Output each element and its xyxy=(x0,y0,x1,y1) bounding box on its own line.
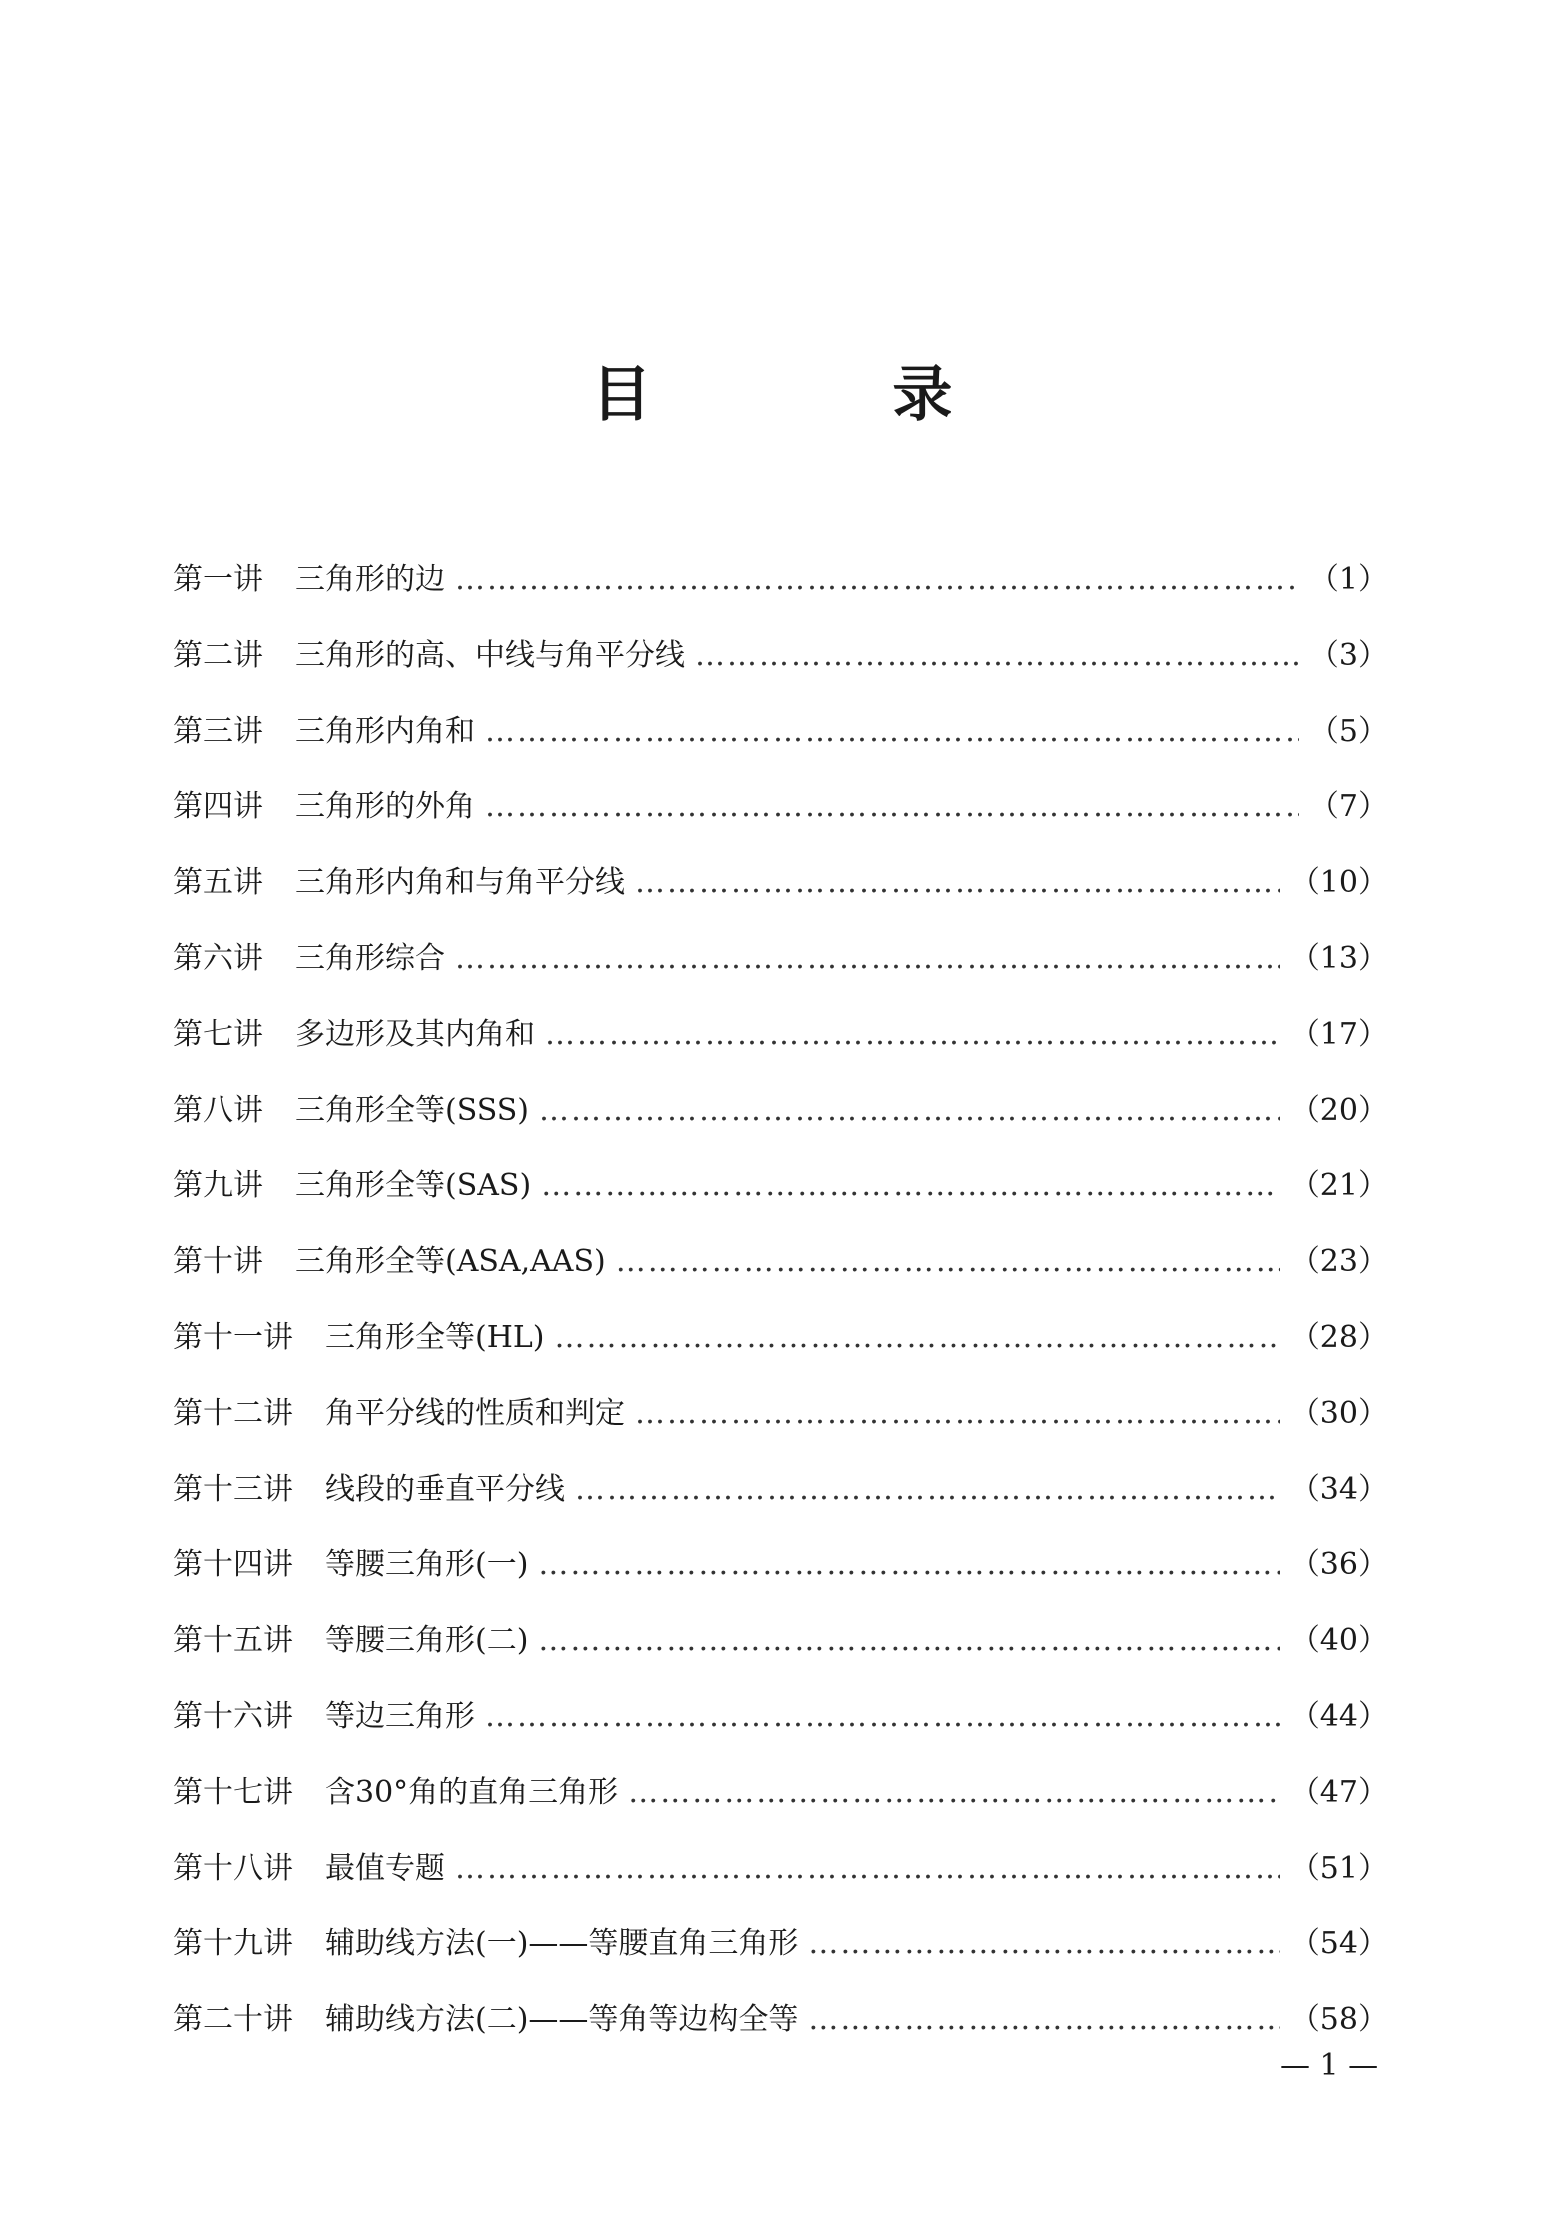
lecture-number: 第五讲 xyxy=(173,865,263,901)
lecture-number: 第十三讲 xyxy=(173,1471,293,1507)
toc-entry[interactable] xyxy=(173,1389,1388,1465)
toc-entry[interactable] xyxy=(173,1540,1388,1616)
lecture-title: 三角形的边 xyxy=(295,562,445,597)
lecture-number: 第九讲 xyxy=(173,1168,263,1204)
page-number: （36） xyxy=(1289,1547,1388,1583)
lecture-title: 含30°角的直角三角形 xyxy=(325,1774,619,1810)
lecture-title: 角平分线的性质和判定 xyxy=(325,1395,625,1431)
dot-leader xyxy=(485,1692,1280,1742)
toc-entry[interactable] xyxy=(173,707,1388,783)
toc-entry[interactable] xyxy=(173,1844,1388,1920)
lecture-title: 最值专题 xyxy=(325,1850,445,1886)
dot-leader xyxy=(485,782,1299,832)
toc-entry[interactable] xyxy=(173,1086,1388,1162)
dot-leader xyxy=(455,1844,1280,1894)
dot-leader xyxy=(485,707,1299,757)
page-number: （28） xyxy=(1289,1319,1388,1355)
toc-entry[interactable] xyxy=(173,1313,1388,1389)
lecture-title: 等边三角形 xyxy=(325,1698,475,1734)
toc-entry[interactable] xyxy=(173,1010,1388,1086)
lecture-title: 辅助线方法(二)——等角等边构全等 xyxy=(325,2002,799,2038)
toc-entry[interactable] xyxy=(173,1768,1388,1844)
dot-leader xyxy=(555,1313,1280,1363)
dot-leader xyxy=(616,1237,1280,1287)
page-number: （7） xyxy=(1308,789,1388,825)
lecture-number: 第一讲 xyxy=(173,562,263,597)
lecture-number: 第十七讲 xyxy=(173,1774,293,1810)
page-number: （47） xyxy=(1289,1774,1388,1810)
dot-leader xyxy=(635,1389,1280,1439)
lecture-title: 三角形的外角 xyxy=(295,789,475,825)
dot-leader xyxy=(539,1086,1280,1136)
toc-entry[interactable] xyxy=(173,858,1388,934)
toc-entry[interactable] xyxy=(173,555,1388,631)
page-number: （23） xyxy=(1289,1244,1388,1280)
lecture-title: 等腰三角形(一) xyxy=(325,1547,529,1583)
lecture-number: 第七讲 xyxy=(173,1016,263,1052)
toc-entry[interactable] xyxy=(173,1692,1388,1768)
lecture-number: 第十九讲 xyxy=(173,1926,293,1962)
dot-leader xyxy=(545,1010,1280,1060)
lecture-title: 三角形的高、中线与角平分线 xyxy=(295,637,685,673)
toc-entry[interactable] xyxy=(173,1465,1388,1541)
page-number: （3） xyxy=(1308,637,1388,673)
lecture-number: 第十一讲 xyxy=(173,1319,293,1355)
lecture-number: 第十二讲 xyxy=(173,1395,293,1431)
lecture-title: 三角形综合 xyxy=(295,940,445,976)
page-number: （58） xyxy=(1289,2002,1388,2038)
dot-leader xyxy=(695,631,1299,681)
lecture-title: 线段的垂直平分线 xyxy=(325,1471,565,1507)
lecture-number: 第十四讲 xyxy=(173,1547,293,1583)
toc-entry[interactable] xyxy=(173,1161,1388,1237)
lecture-number: 第六讲 xyxy=(173,940,263,976)
page-number: （1） xyxy=(1308,562,1388,597)
page-title: 目 录 xyxy=(591,360,1063,430)
dot-leader xyxy=(808,1919,1279,1969)
page-number: （34） xyxy=(1289,1471,1388,1507)
page-number: （20） xyxy=(1289,1092,1388,1128)
lecture-number: 第八讲 xyxy=(173,1092,263,1128)
lecture-title: 等腰三角形(二) xyxy=(325,1623,529,1659)
lecture-title: 三角形全等(SSS) xyxy=(295,1092,530,1128)
dot-leader xyxy=(455,934,1280,984)
lecture-number: 第三讲 xyxy=(173,713,263,749)
dot-leader xyxy=(628,1768,1280,1818)
lecture-number: 第四讲 xyxy=(173,789,263,825)
toc-entry[interactable] xyxy=(173,1919,1388,1995)
lecture-title: 三角形内角和 xyxy=(295,713,475,749)
lecture-number: 第十六讲 xyxy=(173,1698,293,1734)
lecture-number: 第十八讲 xyxy=(173,1850,293,1886)
lecture-title: 三角形内角和与角平分线 xyxy=(295,865,625,901)
dot-leader xyxy=(455,555,1299,605)
page-number: （30） xyxy=(1289,1395,1388,1431)
toc-entry[interactable] xyxy=(173,1237,1388,1313)
dot-leader xyxy=(575,1465,1280,1515)
page-number: （21） xyxy=(1289,1168,1388,1204)
page-number: （10） xyxy=(1289,865,1388,901)
page-number: （40） xyxy=(1289,1623,1388,1659)
lecture-number: 第十五讲 xyxy=(173,1623,293,1659)
toc-entry[interactable] xyxy=(173,1616,1388,1692)
toc-entry[interactable] xyxy=(173,934,1388,1010)
dot-leader xyxy=(541,1161,1280,1211)
dot-leader xyxy=(538,1616,1279,1666)
lecture-number: 第二讲 xyxy=(173,637,263,673)
lecture-number: 第十讲 xyxy=(173,1244,263,1280)
page-number: （44） xyxy=(1289,1698,1388,1734)
toc-entry[interactable] xyxy=(173,631,1388,707)
toc-entry[interactable] xyxy=(173,782,1388,858)
lecture-number: 第二十讲 xyxy=(173,2002,293,2038)
page-number: （13） xyxy=(1289,940,1388,976)
page-number: （5） xyxy=(1308,713,1388,749)
lecture-title: 三角形全等(HL) xyxy=(325,1319,545,1355)
lecture-title: 三角形全等(ASA,AAS) xyxy=(295,1244,606,1280)
dot-leader xyxy=(635,858,1280,908)
lecture-title: 多边形及其内角和 xyxy=(295,1016,535,1052)
dot-leader xyxy=(808,1995,1279,2045)
page-number: （51） xyxy=(1289,1850,1388,1886)
lecture-title: 辅助线方法(一)——等腰直角三角形 xyxy=(325,1926,799,1962)
page-number: （17） xyxy=(1289,1016,1388,1052)
lecture-title: 三角形全等(SAS) xyxy=(295,1168,532,1204)
page-footer-number: — 1 — xyxy=(1280,2048,1379,2083)
dot-leader xyxy=(538,1540,1279,1590)
table-of-contents xyxy=(173,555,1388,2071)
toc-entry[interactable] xyxy=(173,1995,1388,2071)
page-number: （54） xyxy=(1289,1926,1388,1962)
